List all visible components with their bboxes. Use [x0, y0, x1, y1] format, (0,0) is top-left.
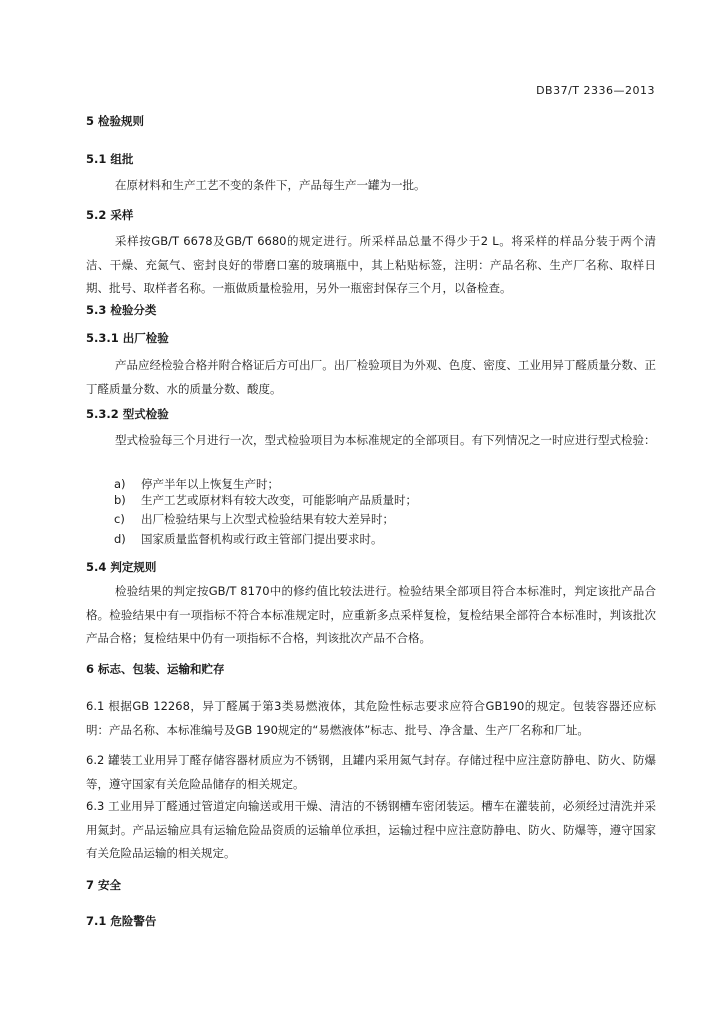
section-5-3-1-heading: 5.3.1 出厂检验 — [86, 331, 169, 345]
list-marker: a) — [114, 477, 126, 491]
list-text: 出厂检验结果与上次型式检验结果有较大差异时； — [141, 512, 394, 526]
list-marker: c) — [114, 512, 125, 526]
section-5-3-2-paragraph: 型式检验每三个月进行一次，型式检验项目为本标准规定的全部项目。有下列情况之一时应进行型式检验： — [115, 433, 656, 447]
list-item — [114, 476, 279, 492]
section-5-heading: 5 检验规则 — [86, 114, 145, 128]
section-5-1-paragraph: 在原材料和生产工艺不变的条件下，产品每生产一罐为一批。 — [115, 178, 426, 192]
section-6-3-paragraph: 6.3 工业用异丁醛通过管道定向输送或用干燥、清洁的不锈钢槽车密闭装运。槽车在灌装前，必须经过清洗并采用氮封。产品运输应具有运输危险品资质的运输单位承担，运输过程中应注意防静电、防火、防爆等，遵守国家有关危险品运输的相关规定。 — [86, 799, 656, 860]
list-item — [114, 511, 394, 527]
section-5-2-heading: 5.2 采样 — [86, 208, 134, 222]
section-7-heading: 7 安全 — [86, 878, 122, 892]
list-marker: b) — [114, 493, 126, 507]
section-5-1-heading: 5.1 组批 — [86, 152, 134, 166]
list-text: 停产半年以上恢复生产时； — [141, 477, 279, 491]
section-5-3-2-heading: 5.3.2 型式检验 — [86, 407, 169, 421]
standard-code: DB37/T 2336—2013 — [536, 84, 655, 97]
list-text: 国家质量监督机构或行政主管部门提出要求时。 — [141, 532, 383, 546]
list-item — [114, 492, 417, 508]
section-6-1-paragraph: 6.1 根据GB 12268，异丁醛属于第3类易燃液体，其危险性标志要求应符合GB190的规定。包装容器还应标明：产品名称、本标准编号及GB 190规定的“易燃液体”标志、批号、净含量、生产厂名称和厂址。 — [86, 699, 656, 737]
list-item — [114, 531, 383, 547]
section-6-heading: 6 标志、包装、运输和贮存 — [86, 662, 225, 676]
section-5-4-heading: 5.4 判定规则 — [86, 560, 157, 574]
section-5-2-paragraph: 采样按GB/T 6678及GB/T 6680的规定进行。所采样品总量不得少于2 L。将采样的样品分装于两个清洁、干燥、充氮气、密封良好的带磨口塞的玻璃瓶中，其上粘贴标签，注明：产品名称、生产厂名称、取样日期、批号、取样者名称。一瓶做质量检验用，另外一瓶密封保存三个月，以备检查。 — [86, 234, 656, 295]
section-5-4-paragraph: 检验结果的判定按GB/T 8170中的修约值比较法进行。检验结果全部项目符合本标准时，判定该批产品合格。检验结果中有一项指标不符合本标准规定时，应重新多点采样复检，复检结果全部符合本标准时，判该批次产品合格；复检结果中仍有一项指标不合格，判该批次产品不合格。 — [86, 584, 656, 645]
section-5-3-heading: 5.3 检验分类 — [86, 303, 157, 317]
section-7-1-heading: 7.1 危险警告 — [86, 914, 157, 928]
list-marker: d) — [114, 532, 126, 546]
section-6-2-paragraph: 6.2 罐装工业用异丁醛存储容器材质应为不锈钢，且罐内采用氮气封存。存储过程中应注意防静电、防火、防爆等，遵守国家有关危险品储存的相关规定。 — [86, 753, 656, 791]
list-text: 生产工艺或原材料有较大改变，可能影响产品质量时； — [141, 493, 417, 507]
section-5-3-1-paragraph: 产品应经检验合格并附合格证后方可出厂。出厂检验项目为外观、色度、密度、工业用异丁醛质量分数、正丁醛质量分数、水的质量分数、酸度。 — [86, 358, 656, 396]
